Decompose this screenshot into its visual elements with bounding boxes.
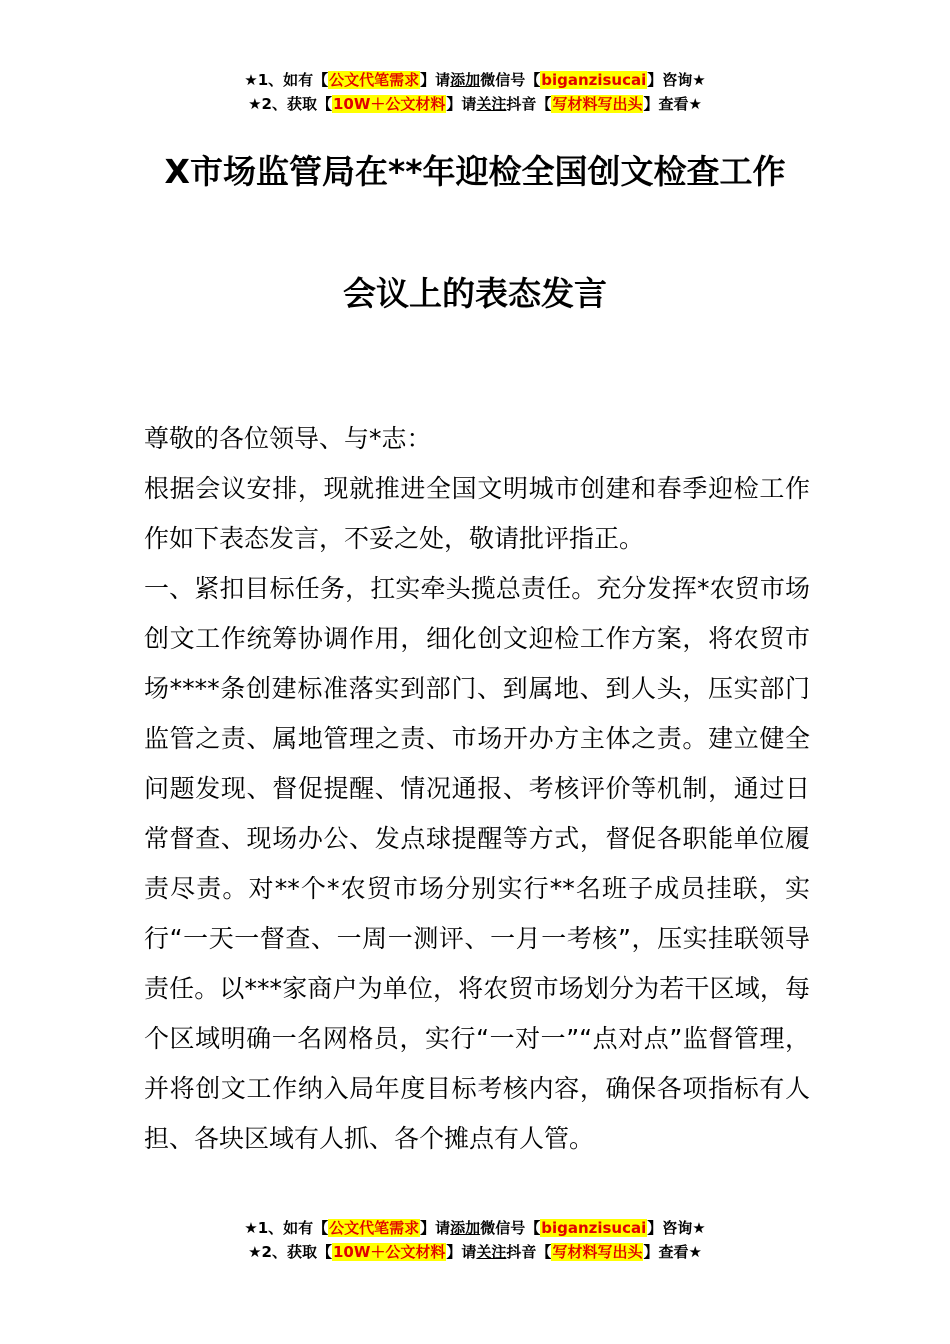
promo-highlight: 10W＋公文材料 (332, 95, 446, 113)
star-icon: ★ (688, 95, 702, 113)
star-icon: ★ (244, 71, 258, 89)
promo-highlight: 公文代笔需求 (329, 71, 420, 89)
promo-text: 微信号【 (480, 71, 541, 89)
promo-highlight: 10W＋公文材料 (332, 1243, 446, 1261)
star-icon: ★ (248, 1243, 262, 1261)
promo-highlight: biganzisucai (541, 1219, 647, 1237)
document-title-line-1: X市场监管局在**年迎检全国创文检查工作 (164, 152, 786, 191)
promo-highlight: 写材料写出头 (552, 95, 643, 113)
promo-text: 】咨询 (647, 71, 693, 89)
promo-text: 抖音【 (506, 95, 552, 113)
promo-line-1 (0, 68, 950, 92)
promo-highlight: 公文代笔需求 (329, 1219, 420, 1237)
promo-emphasis: 添加 (450, 1219, 481, 1237)
promo-banner-top (0, 68, 950, 116)
paragraph-section-1: 一、紧扣目标任务，扛实牵头揽总责任。充分发挥*农贸市场创文工作统筹协调作用，细化创文迎检工作方案，将农贸市场****条创建标准落实到部门、到属地、到人头，压实部门监管之责、属地管理之责、市场开办方主体之责。建立健全问题发现、督促提醒、情况通报、考核评价等机制，通过日常督查、现场办公、发点球提醒等方式，督促各职能单位履责尽责。对**个*农贸市场分别实行**名班子成员挂联，实行“一天一督查、一周一测评、一月一考核”，压实挂联领导责任。以***家商户为单位，将农贸市场划分为若干区域，每个区域明确一名网格员，实行“一对一”“点对点”监督管理，并将创文工作纳入局年度目标考核内容，确保各项指标有人担、各块区域有人抓、各个摊点有人管。 (144, 574, 810, 1153)
promo-emphasis: 添加 (450, 71, 481, 89)
star-icon: ★ (248, 95, 262, 113)
promo-text: 】查看 (643, 1243, 689, 1261)
promo-text: 1、如有【 (257, 71, 329, 89)
promo-text: 】查看 (643, 95, 689, 113)
promo-text: 微信号【 (480, 1219, 541, 1237)
promo-text: 】请 (420, 71, 451, 89)
star-icon: ★ (692, 71, 706, 89)
document-body (144, 414, 810, 1164)
promo-line-2 (0, 92, 950, 116)
star-icon: ★ (692, 1219, 706, 1237)
promo-highlight: biganzisucai (541, 71, 647, 89)
salutation: 尊敬的各位领导、与*志： (144, 424, 432, 453)
promo-line-2 (0, 1240, 950, 1264)
promo-emphasis: 关注 (476, 1243, 507, 1261)
promo-text: 1、如有【 (257, 1219, 329, 1237)
promo-emphasis: 关注 (476, 95, 507, 113)
promo-text: 抖音【 (506, 1243, 552, 1261)
promo-text: 】请 (446, 95, 477, 113)
paragraph-intro: 根据会议安排，现就推进全国文明城市创建和春季迎检工作作如下表态发言，不妥之处，敬请批评指正。 (144, 474, 810, 553)
promo-text: 2、获取【 (261, 95, 332, 113)
promo-text: 】请 (446, 1243, 477, 1261)
promo-text: 】请 (420, 1219, 451, 1237)
promo-text: 】咨询 (647, 1219, 693, 1237)
document-title-line-2: 会议上的表态发言 (343, 274, 607, 313)
promo-text: 2、获取【 (261, 1243, 332, 1261)
promo-line-1 (0, 1216, 950, 1240)
promo-highlight: 写材料写出头 (552, 1243, 643, 1261)
promo-banner-bottom (0, 1216, 950, 1264)
star-icon: ★ (688, 1243, 702, 1261)
star-icon: ★ (244, 1219, 258, 1237)
